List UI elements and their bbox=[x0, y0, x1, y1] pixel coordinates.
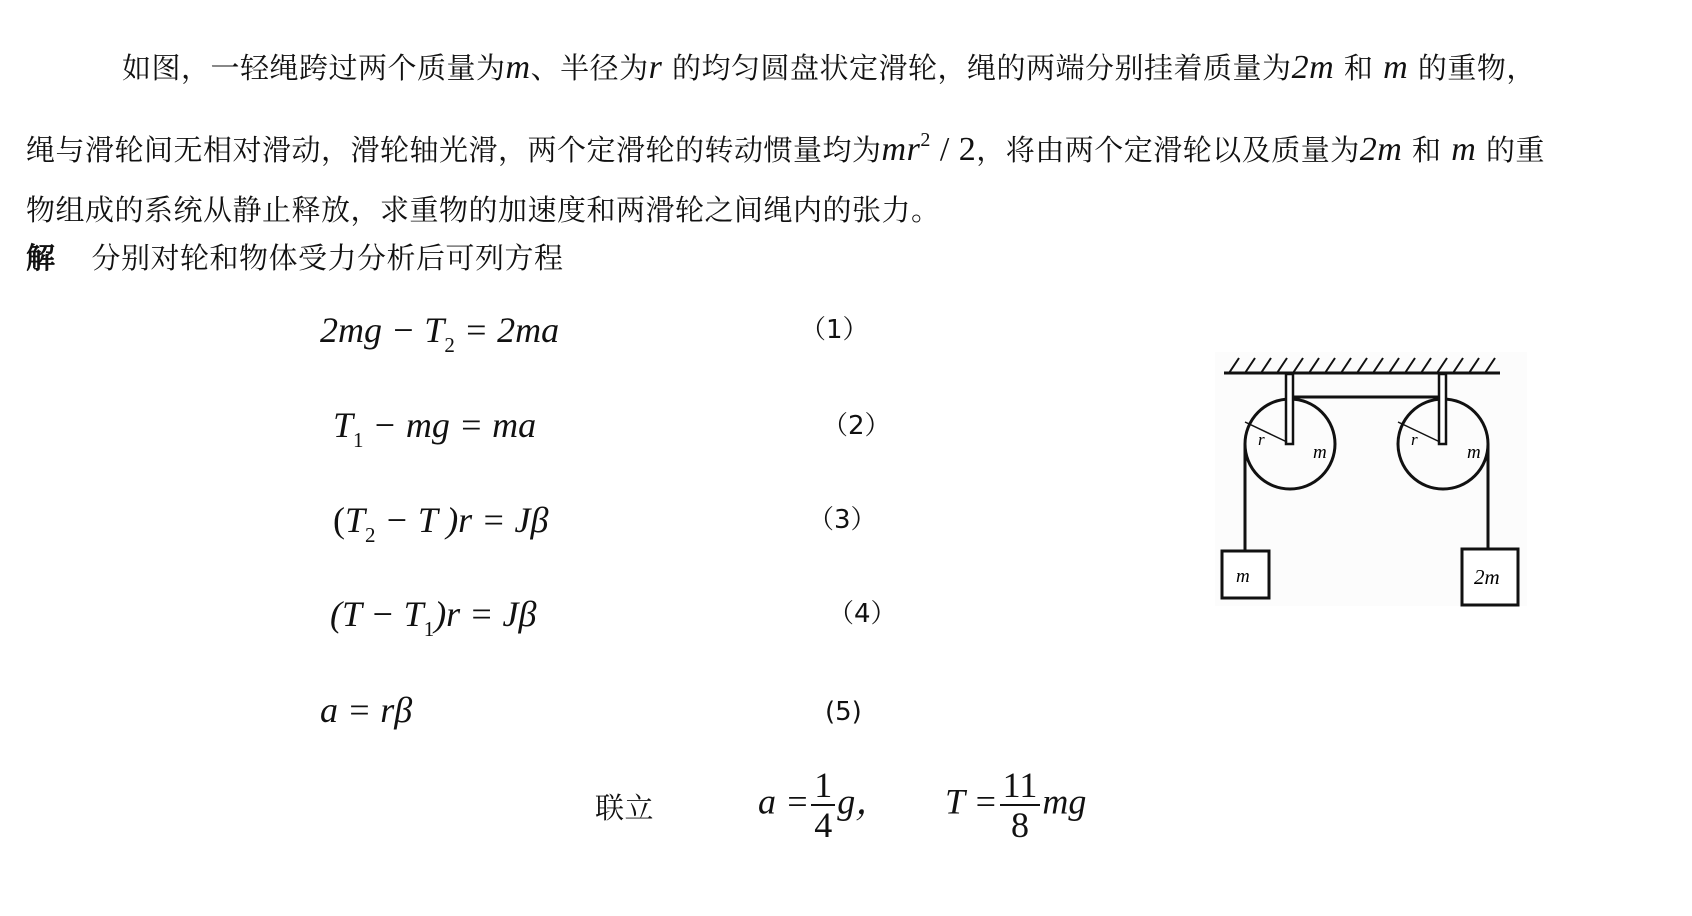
result-a bbox=[758, 766, 891, 844]
result-T bbox=[945, 766, 1086, 844]
eq-text: ( bbox=[333, 500, 345, 540]
var-r: r bbox=[648, 49, 663, 86]
eq-var-T: T bbox=[424, 310, 445, 350]
subscript: 1 bbox=[353, 428, 364, 452]
equation-5-tag: (5) bbox=[825, 697, 862, 727]
eq-var-T: T bbox=[345, 500, 366, 540]
text: 的重 bbox=[1476, 133, 1546, 167]
numerator: 1 bbox=[811, 766, 835, 806]
eq-text: g， bbox=[837, 781, 892, 822]
eq-text: a = bbox=[758, 781, 810, 822]
axle-right bbox=[1439, 374, 1446, 444]
text: 的均匀圆盘状定滑轮，绳的两端分别挂着质量为 bbox=[662, 51, 1292, 85]
equation-5 bbox=[320, 688, 412, 732]
eq-text: )r = Jβ bbox=[434, 594, 537, 634]
eq-text: = 2ma bbox=[454, 310, 560, 350]
fraction-1-4 bbox=[811, 766, 835, 844]
pulley-left-mass: m bbox=[1313, 442, 1327, 463]
eq-var-T: T bbox=[333, 405, 354, 445]
result-label: 联立 bbox=[595, 791, 655, 825]
problem-line-2 bbox=[26, 120, 1545, 170]
pulley-diagram bbox=[1215, 352, 1535, 612]
var-m: m bbox=[1383, 49, 1409, 86]
equation-3 bbox=[333, 498, 548, 557]
eq-text: − T )r = Jβ bbox=[375, 500, 549, 540]
eq-text: (T − bbox=[330, 594, 404, 634]
text: 、半径为 bbox=[530, 51, 649, 85]
text: 绳与滑轮间无相对滑动，滑轮轴光滑，两个定滑轮的转动惯量均为 bbox=[26, 133, 882, 167]
var-m: m bbox=[1451, 131, 1477, 168]
text: 和 bbox=[1334, 51, 1384, 85]
fraction-11-8 bbox=[1000, 766, 1041, 844]
axle-left bbox=[1286, 374, 1293, 444]
subscript: 2 bbox=[365, 523, 376, 547]
var-2m: 2m bbox=[1291, 49, 1335, 86]
problem-line-3: 物组成的系统从静止释放，求重物的加速度和两滑轮之间绳内的张力。 bbox=[26, 193, 941, 227]
denominator: 8 bbox=[1011, 805, 1029, 845]
text: 和 bbox=[1402, 133, 1452, 167]
solution-intro bbox=[26, 238, 564, 278]
block-right-label: 2m bbox=[1474, 565, 1500, 589]
equation-1-tag: （1） bbox=[800, 315, 869, 345]
block-left-label: m bbox=[1236, 566, 1250, 587]
eq-text: T = bbox=[945, 781, 998, 822]
text: 的重物， bbox=[1408, 51, 1536, 85]
eq-var-T: T bbox=[403, 594, 424, 634]
eq-text: mg bbox=[1042, 781, 1087, 822]
solution-intro-text: 分别对轮和物体受力分析后可列方程 bbox=[91, 241, 564, 275]
radius-label-left: r bbox=[1258, 430, 1265, 449]
text: 如图，一轻绳跨过两个质量为 bbox=[122, 51, 506, 85]
denominator: 4 bbox=[814, 805, 833, 845]
equation-2 bbox=[333, 403, 536, 462]
var-2m: 2m bbox=[1359, 131, 1403, 168]
subscript: 1 bbox=[423, 617, 435, 641]
equation-1 bbox=[320, 308, 559, 367]
equation-4 bbox=[330, 592, 536, 651]
eq-text: − mg = ma bbox=[363, 405, 537, 445]
text: / 2 bbox=[930, 131, 977, 168]
equation-2-tag: （2） bbox=[822, 411, 891, 441]
solution-label: 解 bbox=[26, 241, 56, 275]
problem-line-1 bbox=[122, 48, 1536, 88]
equation-4-tag: （4） bbox=[828, 599, 897, 629]
equation-3-tag: （3） bbox=[808, 505, 877, 535]
var-m: m bbox=[505, 49, 531, 86]
radius-label-right: r bbox=[1411, 430, 1418, 449]
eq-text: 2mg − bbox=[320, 310, 425, 350]
subscript: 2 bbox=[444, 333, 455, 357]
superscript: 2 bbox=[920, 129, 931, 151]
pulley-right-mass: m bbox=[1467, 442, 1481, 463]
var-mr: mr bbox=[881, 131, 921, 168]
numerator: 11 bbox=[1000, 766, 1041, 806]
eq-text: a = rβ bbox=[320, 690, 413, 730]
text: ，将由两个定滑轮以及质量为 bbox=[976, 133, 1360, 167]
